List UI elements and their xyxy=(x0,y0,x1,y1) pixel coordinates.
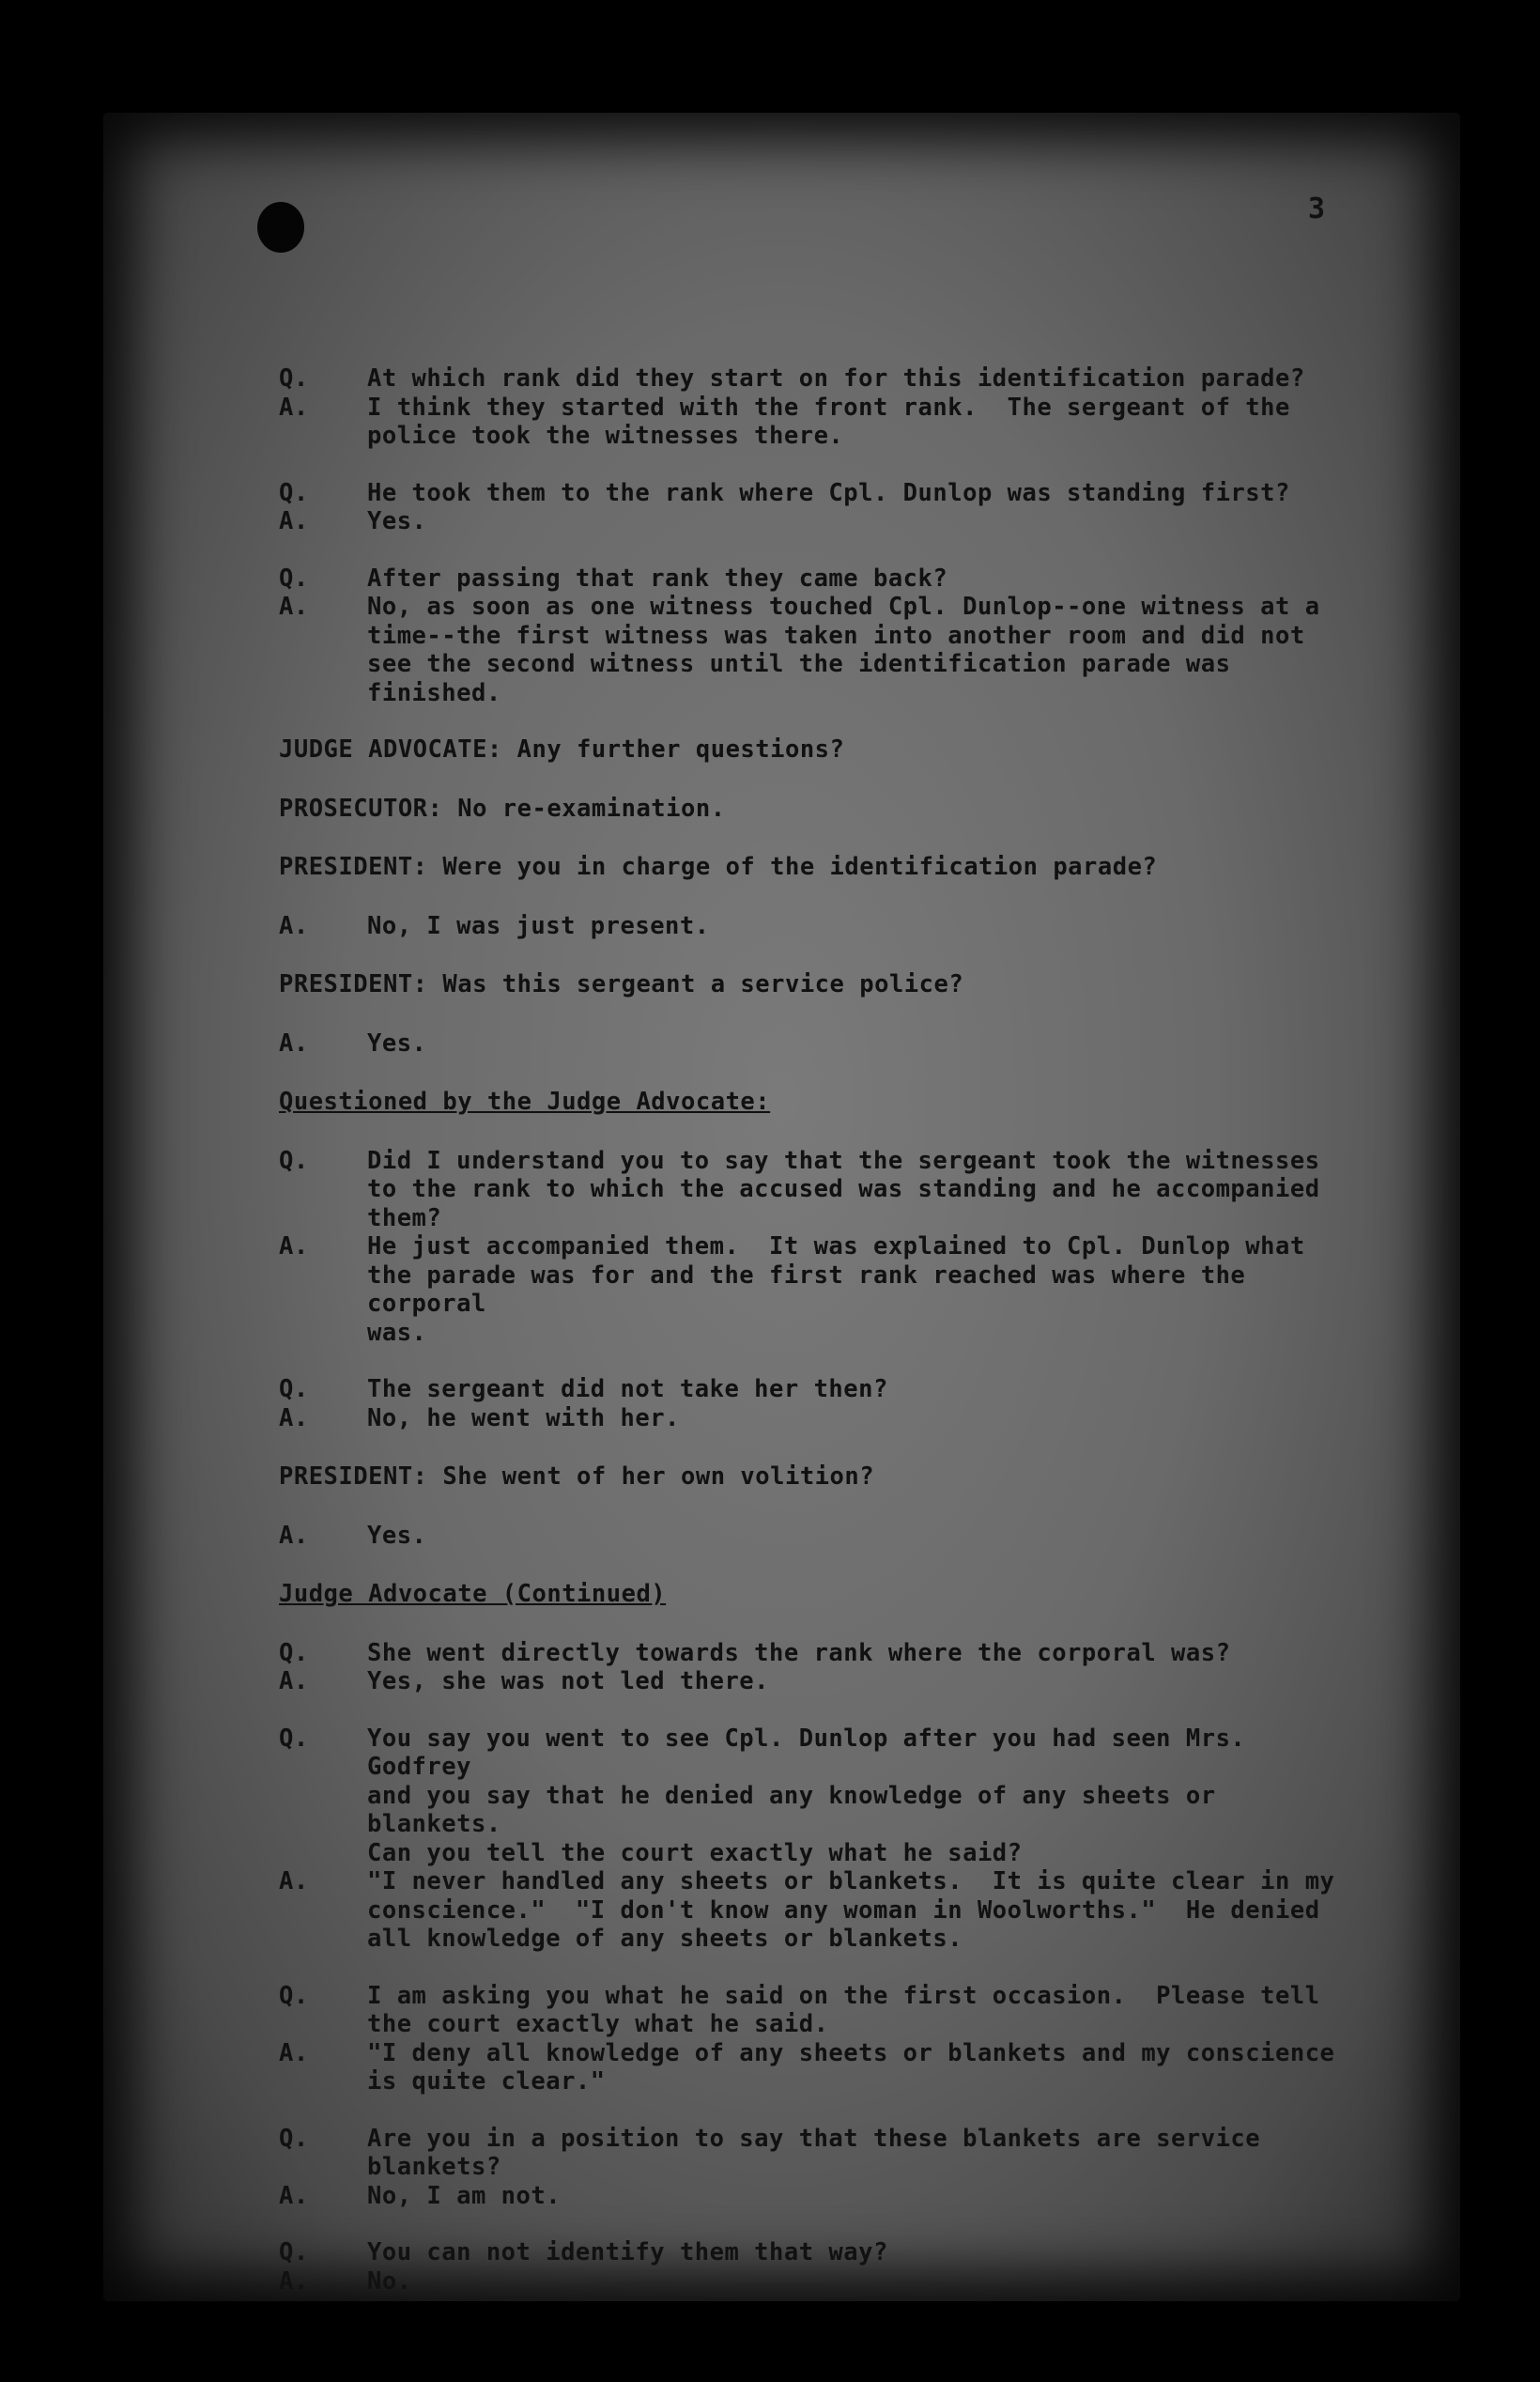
section-heading: Questioned by the Judge Advocate: xyxy=(279,1088,771,1116)
qa-label: Q. xyxy=(279,364,309,393)
answer-entry xyxy=(279,1667,1340,1696)
qa-text: "I deny all knowledge of any sheets or blankets and my conscience is quite clear." xyxy=(367,2038,1335,2096)
qa-text: No, I am not. xyxy=(367,2181,562,2210)
qa-text: No, I was just present. xyxy=(367,911,710,940)
spacer xyxy=(279,765,1340,795)
qa-label: Q. xyxy=(279,1638,309,1667)
answer-entry xyxy=(279,1867,1340,1954)
spacer xyxy=(279,999,1340,1029)
spacer xyxy=(279,451,1340,479)
spacer xyxy=(279,1954,1340,1982)
qa-label: Q. xyxy=(279,1375,309,1403)
qa-text: I am asking you what he said on the first occasion. Please tell the court exactly what he said. xyxy=(367,1981,1320,2038)
qa-text: No, as soon as one witness touched Cpl. Dunlop--one witness at a time--the first witness was taken into another room and did not see the second witness until the identification parade was finished. xyxy=(367,593,1320,707)
answer-entry xyxy=(279,394,1340,451)
qa-label: Q. xyxy=(279,478,309,507)
question-entry xyxy=(279,1375,1340,1404)
speaker-line: JUDGE ADVOCATE: Any further questions? xyxy=(279,735,845,764)
spacer xyxy=(279,1609,1340,1639)
qa-label: A. xyxy=(279,2266,309,2296)
question-entry xyxy=(279,479,1340,508)
question-entry xyxy=(279,1725,1340,1868)
qa-label: Q. xyxy=(279,564,309,593)
spacer xyxy=(279,536,1340,565)
spacer xyxy=(279,940,1340,970)
spacer xyxy=(279,1058,1340,1088)
qa-text: Did I understand you to say that the sergeant took the witnesses to the rank to which the accused was standing and he accompanied them? xyxy=(367,1146,1320,1232)
question-entry xyxy=(279,1147,1340,1233)
answer-entry xyxy=(279,1029,1340,1059)
qa-label: A. xyxy=(279,2038,309,2067)
speaker-line: PRESIDENT: She went of her own volition? xyxy=(279,1462,875,1491)
qa-text: The sergeant did not take her then? xyxy=(367,1375,888,1403)
question-entry xyxy=(279,1639,1340,1668)
qa-label: A. xyxy=(279,1232,309,1261)
answer-entry xyxy=(279,2267,1340,2297)
question-entry xyxy=(279,1982,1340,2039)
spacer xyxy=(279,1696,1340,1725)
qa-label: A. xyxy=(279,393,309,422)
spacer xyxy=(279,2096,1340,2125)
qa-text: Yes. xyxy=(367,1029,427,1058)
transcript-body xyxy=(279,364,1340,2296)
answer-entry xyxy=(279,593,1340,707)
answer-entry xyxy=(279,1522,1340,1551)
spacer xyxy=(279,823,1340,853)
qa-label: A. xyxy=(279,1867,309,1895)
speaker-line: PRESIDENT: Was this sergeant a service police? xyxy=(279,970,964,998)
qa-text: You say you went to see Cpl. Dunlop after you had seen Mrs. Godfrey and you say that he denied any knowledge of any sheets or blankets. Can you tell the court exactly what he said? xyxy=(367,1724,1246,1867)
page-number: 3 xyxy=(1308,193,1326,225)
spacer xyxy=(279,1117,1340,1147)
qa-text: I think they started with the front rank. The sergeant of the police took the witnesses there. xyxy=(367,393,1290,450)
spacer xyxy=(279,882,1340,912)
qa-label: A. xyxy=(279,1029,309,1058)
qa-label: A. xyxy=(279,1667,309,1695)
spacer xyxy=(279,1432,1340,1462)
qa-label: A. xyxy=(279,1403,309,1432)
question-entry xyxy=(279,364,1340,394)
spacer xyxy=(279,2210,1340,2238)
qa-label: A. xyxy=(279,2181,309,2210)
qa-text: Yes, she was not led there. xyxy=(367,1667,770,1695)
spacer xyxy=(279,1347,1340,1375)
spacer xyxy=(279,1550,1340,1580)
answer-entry xyxy=(279,507,1340,536)
qa-text: Are you in a position to say that these blankets are service blankets? xyxy=(367,2124,1261,2181)
qa-label: A. xyxy=(279,593,309,621)
qa-text: After passing that rank they came back? xyxy=(367,564,948,593)
qa-text: She went directly towards the rank where the corporal was? xyxy=(367,1638,1231,1667)
qa-text: No, he went with her. xyxy=(367,1403,680,1432)
qa-label: Q. xyxy=(279,1146,309,1175)
punch-hole xyxy=(257,202,304,253)
question-entry xyxy=(279,565,1340,594)
qa-text: Yes. xyxy=(367,1521,427,1550)
speaker-line: PRESIDENT: Were you in charge of the identification parade? xyxy=(279,853,1158,881)
qa-text: Yes. xyxy=(367,507,427,535)
answer-entry xyxy=(279,912,1340,941)
qa-text: At which rank did they start on for this identification parade? xyxy=(367,364,1305,393)
qa-label: A. xyxy=(279,911,309,940)
answer-entry xyxy=(279,1404,1340,1433)
qa-label: Q. xyxy=(279,1724,309,1753)
answer-entry xyxy=(279,2039,1340,2096)
speaker-line: PROSECUTOR: No re-examination. xyxy=(279,794,726,823)
question-entry xyxy=(279,2238,1340,2267)
qa-text: He just accompanied them. It was explained to Cpl. Dunlop what the parade was for and the first rank reached was where the corporal was. xyxy=(367,1232,1305,1347)
question-entry xyxy=(279,2125,1340,2182)
section-heading: Judge Advocate (Continued) xyxy=(279,1580,667,1608)
qa-label: Q. xyxy=(279,2238,309,2266)
qa-label: A. xyxy=(279,1521,309,1550)
qa-text: "I never handled any sheets or blankets. It is quite clear in my conscience." "I don't know any woman in Woolworths." He denied all knowledge of any sheets or blankets. xyxy=(367,1867,1335,1953)
qa-text: No. xyxy=(367,2266,412,2296)
answer-entry xyxy=(279,1232,1340,1347)
qa-label: A. xyxy=(279,507,309,535)
answer-entry xyxy=(279,2182,1340,2211)
spacer xyxy=(279,1492,1340,1522)
qa-text: He took them to the rank where Cpl. Dunlop was standing first? xyxy=(367,478,1290,507)
qa-label: Q. xyxy=(279,2124,309,2153)
spacer xyxy=(279,707,1340,735)
qa-text: You can not identify them that way? xyxy=(367,2238,888,2266)
qa-label: Q. xyxy=(279,1981,309,2010)
